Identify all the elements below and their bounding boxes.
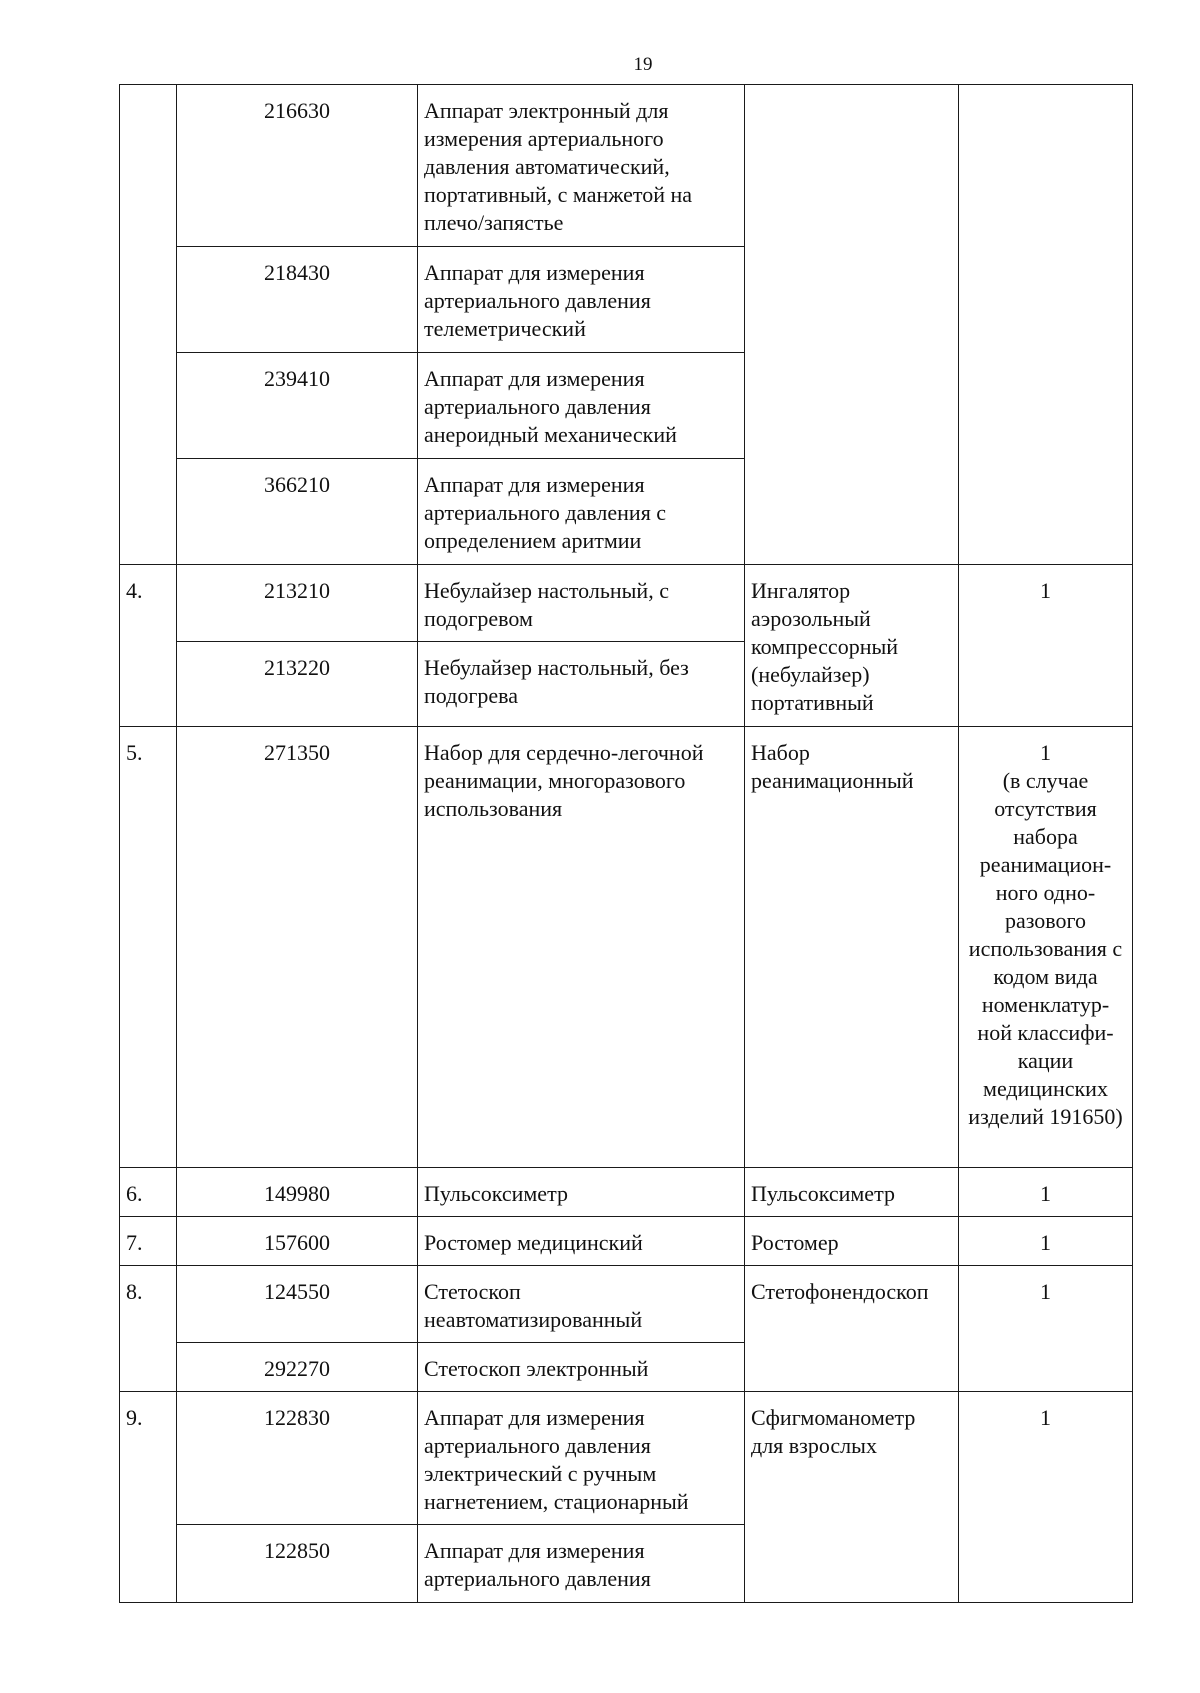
- item-number-cell: 7.: [120, 1217, 177, 1266]
- name-cell: Стетоскоп неавтоматизированный: [418, 1266, 745, 1343]
- type-cell: Ингалятор аэрозольный компрессорный (небулайзер) портативный: [745, 565, 959, 727]
- type-cell: Стетофонендоскоп: [745, 1266, 959, 1392]
- table-row: [120, 1217, 1133, 1266]
- item-number-cell: 4.: [120, 565, 177, 727]
- code-cell: 292270: [177, 1343, 418, 1392]
- code-cell: 216630: [177, 85, 418, 247]
- code-cell: 366210: [177, 459, 418, 565]
- code-cell: 122850: [177, 1525, 418, 1603]
- type-cell: Ростомер: [745, 1217, 959, 1266]
- qty-cell: 1: [959, 1266, 1133, 1392]
- table-row: [120, 85, 1133, 247]
- qty-cell: [959, 727, 1133, 1168]
- name-cell: Стетоскоп электронный: [418, 1343, 745, 1392]
- code-cell: 157600: [177, 1217, 418, 1266]
- table-row: [120, 1266, 1133, 1343]
- item-number-cell: 5.: [120, 727, 177, 1168]
- item-number-cell: 6.: [120, 1168, 177, 1217]
- qty-value: 1: [1040, 740, 1051, 765]
- table-row: [120, 727, 1133, 1168]
- code-cell: 213210: [177, 565, 418, 642]
- page-number: 19: [633, 54, 653, 75]
- name-cell: Аппарат электронный для измерения артериального давления автоматический, портативный, с манжетой на плечо/запястье: [418, 85, 745, 247]
- name-cell: Аппарат для измерения артериального давления с определением аритмии: [418, 459, 745, 565]
- qty-cell: 1: [959, 1168, 1133, 1217]
- type-cell: [745, 85, 959, 565]
- name-cell: Набор для сердечно-легочной реанимации, многоразового использования: [418, 727, 745, 1168]
- code-cell: 122830: [177, 1392, 418, 1525]
- name-cell: Небулайзер настольный, без подогрева: [418, 642, 745, 727]
- type-cell: Пульсоксиметр: [745, 1168, 959, 1217]
- item-number-cell: 8.: [120, 1266, 177, 1392]
- table-row: [120, 565, 1133, 642]
- table-row: [120, 1392, 1133, 1525]
- code-cell: 271350: [177, 727, 418, 1168]
- name-cell: Аппарат для измерения артериального давления: [418, 1525, 745, 1603]
- qty-note: (в случае отсутствия набора реанимацион-ного одно-разового использования с кодом вида номенклатур-ной классифи-кации медицинских изделий 191650): [968, 768, 1123, 1129]
- qty-cell: 1: [959, 1392, 1133, 1603]
- name-cell: Ростомер медицинский: [418, 1217, 745, 1266]
- item-number-cell: [120, 85, 177, 565]
- qty-cell: [959, 85, 1133, 565]
- table-row: [120, 1168, 1133, 1217]
- qty-cell: 1: [959, 1217, 1133, 1266]
- type-cell: Набор реанимационный: [745, 727, 959, 1168]
- code-cell: 149980: [177, 1168, 418, 1217]
- name-cell: Пульсоксиметр: [418, 1168, 745, 1217]
- name-cell: Аппарат для измерения артериального давления анероидный механический: [418, 353, 745, 459]
- qty-cell: 1: [959, 565, 1133, 727]
- type-cell: Сфигмоманометр для взрослых: [745, 1392, 959, 1603]
- name-cell: Аппарат для измерения артериального давления телеметрический: [418, 247, 745, 353]
- item-number-cell: 9.: [120, 1392, 177, 1603]
- code-cell: 239410: [177, 353, 418, 459]
- name-cell: Небулайзер настольный, с подогревом: [418, 565, 745, 642]
- equipment-table: [119, 84, 1133, 1603]
- code-cell: 218430: [177, 247, 418, 353]
- code-cell: 124550: [177, 1266, 418, 1343]
- name-cell: Аппарат для измерения артериального давления электрический с ручным нагнетением, стационарный: [418, 1392, 745, 1525]
- code-cell: 213220: [177, 642, 418, 727]
